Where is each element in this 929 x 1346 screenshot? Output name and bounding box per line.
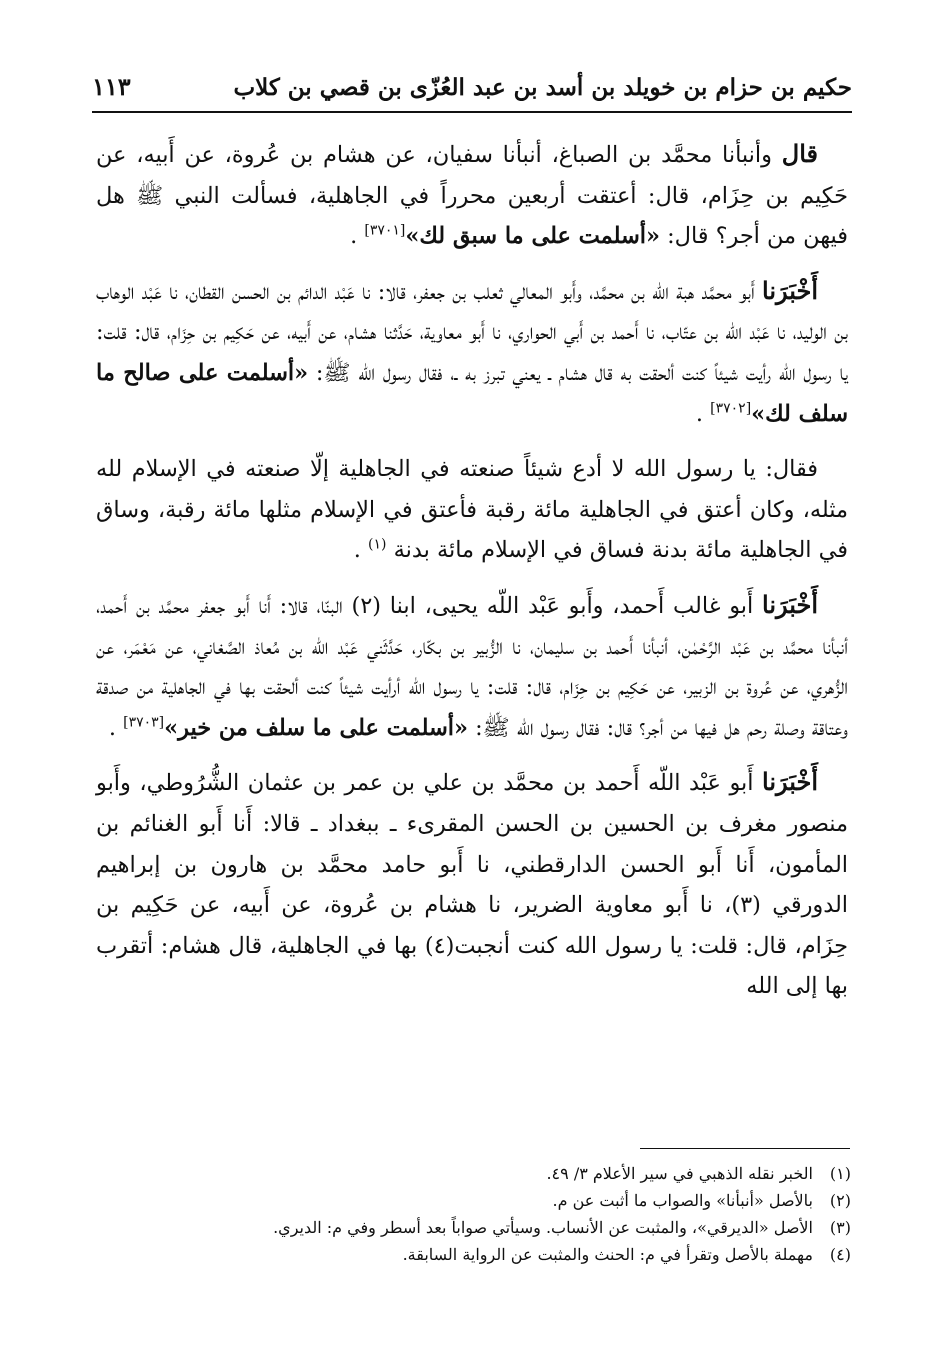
footnote-text: الأصل «الديرقي»، والمثبت عن الأنساب. وسيأتي صواباً بعد أسطر وفي م: الديري. xyxy=(273,1218,813,1237)
paragraph-text: أَبو محمَّد هبة اللّه بن محمَّد، وأَبو المعالي ثعلب بن جعفر، قالا: نا عَبْد الدائم بن الحسن القطان، نا عَبْد الوهاب بن الوليد، نا عَبْد اللّه بن عتّاب، نا أَحمد بن أَبي الحواري، نا أَبو معاوية، حَدَّثنا هشام، عن أَبيه، عن حَكِيم بن حِزَام، قال: قلت: يا رسول الله رأيت شيئاً كنت ألحقت به قال هشام ـ يعني تبرز به ـ، فقال رسول الله ﷺ: xyxy=(96,278,848,386)
paragraph-lead: أَخْبَرَنا xyxy=(762,275,818,305)
paragraph-end: . xyxy=(350,223,358,250)
paragraph-text: أَبو غالب أَحمد، وأَبو عَبْد اللّه يحيى، ابنا (٢) البنّا، قالا: أَنا أَبو جعفر محمَّد بن أَحمد، أنبأنا محمَّد بن عَبْد الرَّحْمٰن، أنبأنا أَحمد بن سليمان، نا الزُّبير بن بكّار، حَدَّثَني عَبْد اللّه بن مُعاذ الصَّغاني، عن مَعْمَر، عن الزُّهري، عن عُروة بن الزبير، عن حَكِيم بن حِزَام، قال: قلت: يا رسول الله أرأيت شيئاً كنت ألحقت بها في الجاهلية من صدقة وعتاقة وصلة رحم هل فيها من أجر؟ قال: فقال رسول الله ﷺ: xyxy=(96,592,848,741)
footnote-text: الخبر نقله الذهبي في سير الأعلام ٣/ ٤٩. xyxy=(546,1164,813,1183)
paragraph xyxy=(96,134,848,257)
footnote-text: بالأصل «أنبأنا» والصواب ما أثبت عن م. xyxy=(552,1191,813,1210)
hadith-quote: «أسلمت على ما سلف من خير» xyxy=(164,714,468,741)
main-text xyxy=(96,134,848,1007)
paragraph-end: . xyxy=(108,714,116,741)
footnote-rule xyxy=(640,1148,850,1149)
paragraph xyxy=(96,271,848,434)
hadith-quote: «أسلمت على صالح ما سلف لك» xyxy=(96,359,848,427)
paragraph-lead: قال xyxy=(781,139,818,168)
paragraph-text: أَبو عَبْد اللّه أَحمد بن محمَّد بن علي بن عمر بن عثمان الشُّرُوطي، وأَبو منصور مغرف بن الحسين بن الحسن المقرىء ـ ببغداد ـ قالا: أَنا أَبو الغنائم بن المأمون، أَنا أَبو الحسن الدارقطني، نا أَبو حامد محمَّد بن هارون بن إبراهيم الدورقي (٣)، نا أَبو معاوية الضرير، نا هشام بن عُروة، عن أَبيه، عن حَكِيم بن حِزَام، قال: قلت: يا رسول الله كنت أنجبت(٤) بها في الجاهلية، قال هشام: أتقرب بها إلى الله xyxy=(96,770,848,1000)
footnote-ref: (١) xyxy=(368,536,387,553)
footnote xyxy=(91,1187,851,1214)
paragraph-lead: أَخْبَرَنا xyxy=(762,589,818,619)
footnotes xyxy=(91,1160,851,1268)
hadith-number: [٣٧٠٢] xyxy=(710,400,752,417)
page-number: ١١٣ xyxy=(92,72,131,101)
page-header xyxy=(92,68,852,108)
footnote-number: (٢) xyxy=(829,1191,851,1210)
paragraph-lead: أَخْبَرَنا xyxy=(762,767,818,797)
paragraph xyxy=(96,762,848,1007)
footnote-number: (٤) xyxy=(829,1245,851,1264)
paragraph-text: فقال: يا رسول الله لا أدع شيئاً صنعته في الجاهلية إلّا صنعته في الإسلام لله مثله، وكان أعتق في الجاهلية مائة رقبة فأعتق في الإسلام مثلها مائة رقبة، وساق في الجاهلية مائة بدنة فساق في الإسلام مائة بدنة xyxy=(96,456,848,564)
paragraph-text: وأنبأنا محمَّد بن الصباغ، أنبأنا سفيان، عن هشام بن عُروة، عن أَبيه، عن حَكِيم بن حِزَام، قال: أعتقت أربعين محرراً في الجاهلية، فسألت النبي ﷺ هل فيهن من أجر؟ قال: xyxy=(96,142,848,250)
running-title: حكيم بن حزام بن خويلد بن أسد بن عبد العُزّى بن قصي بن كلاب xyxy=(233,74,852,101)
footnote xyxy=(91,1241,851,1268)
footnote-number: (١) xyxy=(829,1164,851,1183)
paragraph xyxy=(96,585,848,748)
footnote-text: مهملة بالأصل وتقرأ في م: الحنث والمثبت عن الرواية السابقة. xyxy=(402,1245,813,1264)
paragraph-end: . xyxy=(353,537,361,564)
footnote xyxy=(91,1160,851,1187)
paragraph xyxy=(96,448,848,571)
paragraph-end: . xyxy=(695,400,704,427)
hadith-quote: «أسلمت على ما سبق لك» xyxy=(405,223,661,250)
header-rule xyxy=(92,111,852,113)
hadith-number: [٣٧٠٣] xyxy=(123,714,165,731)
footnote xyxy=(91,1214,851,1241)
hadith-number: [٣٧٠١] xyxy=(364,222,406,239)
footnote-number: (٣) xyxy=(829,1218,851,1237)
